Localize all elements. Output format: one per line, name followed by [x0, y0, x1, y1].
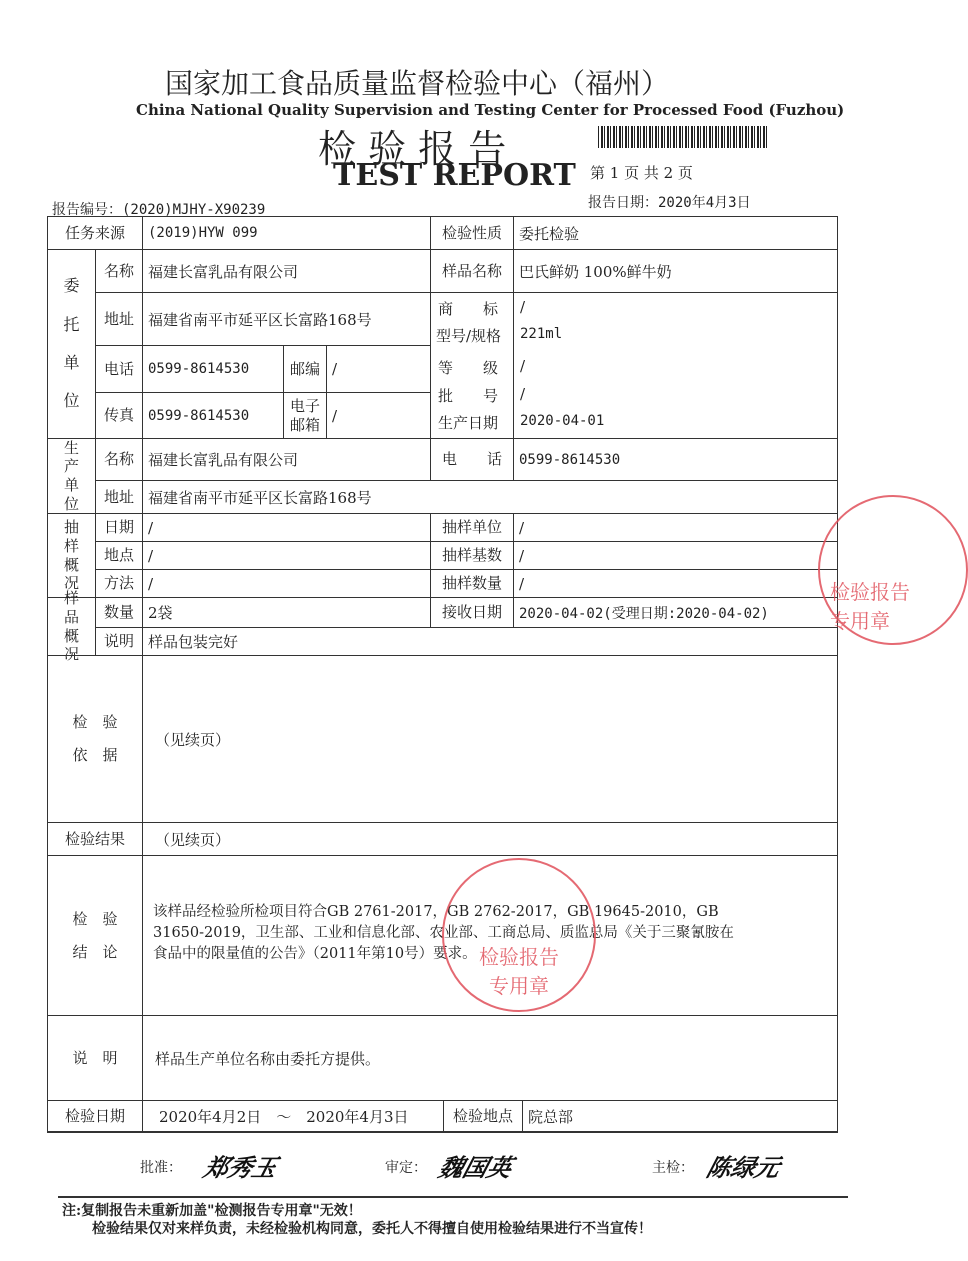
edge-seal-text-1: 检验报告 — [830, 580, 910, 604]
producer-address: 福建省南平市延平区长富路168号 — [142, 480, 838, 514]
test-place: 院总部 — [522, 1100, 838, 1133]
chief-label: 主检： — [652, 1160, 694, 1176]
approve-signature: 郑秀玉 — [200, 1153, 281, 1182]
conclusion-label: 检 验 结 论 — [47, 855, 143, 1016]
task-source-label: 任务来源 — [47, 216, 143, 250]
sampling-base: / — [513, 541, 838, 570]
conclusion: 该样品经检验所检项目符合GB 2761-2017，GB 2762-2017，GB 19645-2010，GB 31650-2019，卫生部、工业和信息化部、农业部、工商总局、质监总局《关于三聚氰胺在食品中的限量值的公告》（2011年第10号）要求。 — [142, 855, 838, 1016]
basis: （见续页） — [142, 655, 838, 823]
sampling-unit: / — [513, 513, 838, 542]
sample-name: 巴氏鲜奶 100%鲜牛奶 — [513, 249, 838, 293]
review-signature: 魏国英 — [435, 1153, 516, 1182]
grade: / — [520, 357, 526, 375]
chief-signature: 陈绿元 — [703, 1153, 784, 1182]
client-address: 福建省南平市延平区长富路168号 — [142, 292, 431, 346]
email-label: 电子邮箱 — [283, 392, 327, 439]
edge-seal-text-2: 专用章 — [830, 609, 890, 633]
report-title-en: TEST REPORT — [333, 158, 576, 193]
client-fax: 0599-8614530 — [142, 392, 284, 439]
producer-name-label: 名称 — [95, 438, 143, 481]
center-title-en: China National Quality Supervision and Testing Center for Processed Food (Fuzhou) — [136, 101, 845, 119]
sampling-qty-label: 抽样数量 — [430, 569, 514, 598]
nature: 委托检验 — [513, 216, 838, 250]
prod-date-label: 生产日期 — [438, 414, 499, 432]
producer-label: 生产单位 — [47, 438, 96, 514]
report-date: 报告日期：2020年4月3日 — [588, 195, 751, 211]
footer-note-1: 注:复制报告未重新加盖"检测报告专用章"无效！ — [62, 1203, 362, 1219]
note: 样品生产单位名称由委托方提供。 — [142, 1015, 838, 1101]
receive-date: 2020-04-02(受理日期:2020-04-02) — [513, 597, 838, 628]
sampling-qty: / — [513, 569, 838, 598]
qty-label: 数量 — [95, 597, 143, 628]
report-title-cn: 检 验 报 告 — [318, 127, 507, 171]
sample-name-label: 样品名称 — [430, 249, 514, 293]
edge-seal — [818, 495, 968, 645]
sampling-date: / — [142, 513, 431, 542]
client-address-label: 地址 — [95, 292, 143, 346]
center-title-cn: 国家加工食品质量监督检验中心（福州） — [165, 67, 670, 100]
postcode: / — [326, 345, 431, 393]
result-label: 检验结果 — [47, 822, 143, 856]
postcode-label: 邮编 — [283, 345, 327, 393]
seal-text-1: 检验报告 — [479, 945, 559, 969]
desc-label: 说明 — [95, 627, 143, 656]
approve-label: 批准： — [140, 1160, 182, 1176]
test-date-label: 检验日期 — [47, 1100, 143, 1133]
model: 221ml — [520, 326, 563, 342]
client-phone: 0599-8614530 — [142, 345, 284, 393]
review-label: 审定： — [385, 1160, 427, 1176]
producer-address-label: 地址 — [95, 480, 143, 514]
barcode — [598, 126, 768, 148]
brand-label: 商 标 — [438, 300, 499, 318]
sample-label: 样品概况 — [47, 597, 96, 656]
client-fax-label: 传真 — [95, 392, 143, 439]
test-date: 2020年4月2日 ～ 2020年4月3日 — [142, 1100, 444, 1133]
sampling-method: / — [142, 569, 431, 598]
client-name: 福建长富乳品有限公司 — [142, 249, 431, 293]
sampling-place-label: 地点 — [95, 541, 143, 570]
batch: / — [520, 385, 526, 403]
basis-label: 检 验 依 据 — [47, 655, 143, 823]
client-phone-label: 电话 — [95, 345, 143, 393]
prod-date: 2020-04-01 — [520, 413, 605, 429]
producer-phone-label: 电 话 — [430, 438, 514, 481]
sampling-unit-label: 抽样单位 — [430, 513, 514, 542]
note-label: 说 明 — [47, 1015, 143, 1101]
client-label: 委托单位 — [47, 249, 96, 439]
sampling-label: 抽样概况 — [47, 513, 96, 598]
email: / — [326, 392, 431, 439]
footer-divider — [58, 1196, 848, 1198]
batch-label: 批 号 — [438, 387, 499, 405]
receive-label: 接收日期 — [430, 597, 514, 628]
grade-label: 等 级 — [438, 359, 499, 377]
model-label: 型号/规格 — [436, 327, 502, 345]
nature-label: 检验性质 — [430, 216, 514, 250]
page-info: 第 1 页 共 2 页 — [590, 164, 693, 182]
producer-phone: 0599-8614530 — [513, 438, 838, 481]
result: （见续页） — [142, 822, 838, 856]
qty: 2袋 — [142, 597, 431, 628]
report-number: 报告编号：(2020)MJHY-X90239 — [52, 202, 266, 218]
sampling-method-label: 方法 — [95, 569, 143, 598]
client-name-label: 名称 — [95, 249, 143, 293]
task-source: (2019)HYW 099 — [142, 216, 431, 250]
producer-name: 福建长富乳品有限公司 — [142, 438, 431, 481]
sampling-base-label: 抽样基数 — [430, 541, 514, 570]
official-seal — [442, 858, 596, 1012]
desc: 样品包装完好 — [142, 627, 838, 656]
footer-note-2: 检验结果仅对来样负责，未经检验机构同意，委托人不得擅自使用检验结果进行不当宣传！ — [92, 1221, 652, 1237]
test-place-label: 检验地点 — [443, 1100, 523, 1133]
brand: / — [520, 298, 526, 316]
seal-text-2: 专用章 — [489, 974, 549, 998]
sampling-date-label: 日期 — [95, 513, 143, 542]
sampling-place: / — [142, 541, 431, 570]
